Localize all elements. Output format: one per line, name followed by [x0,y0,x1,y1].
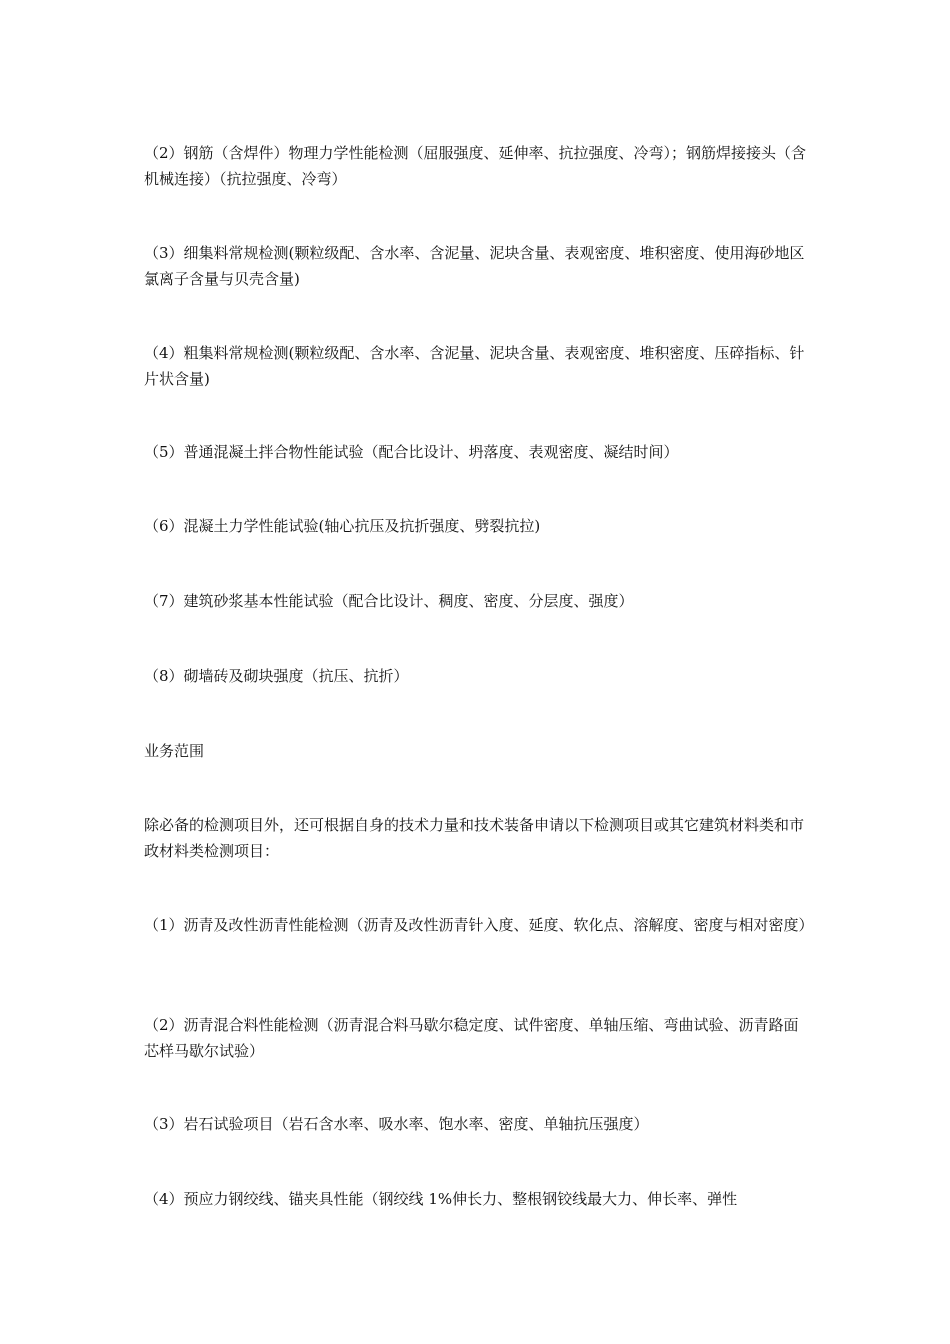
list-item-rock-test: （3）岩石试验项目（岩石含水率、吸水率、饱水率、密度、单轴抗压强度） [144,1115,649,1133]
section-heading: 业务范围 [144,742,205,760]
list-item-asphalt-mixture-test: （2）沥青混合料性能检测（沥青混合料马歇尔稳定度、试件密度、单轴压缩、弯曲试验、沥青路面芯样马歇尔试验） [144,1016,799,1060]
list-item-asphalt-test: （1）沥青及改性沥青性能检测（沥青及改性沥青针入度、延度、软化点、溶解度、密度与相对密度） [144,916,814,934]
paragraph-fine-aggregate-test: （3）细集料常规检测(颗粒级配、含水率、含泥量、泥块含量、表观密度、堆积密度、使用海砂地区氯离子含量与贝壳含量) [144,244,805,288]
paragraph-intro: 除必备的检测项目外，还可根据自身的技术力量和技术装备申请以下检测项目或其它建筑材料类和市政材料类检测项目： [144,816,805,860]
paragraph-mortar-test: （7）建筑砂浆基本性能试验（配合比设计、稠度、密度、分层度、强度） [144,592,634,610]
paragraph-concrete-strength-test: （6）混凝土力学性能试验(轴心抗压及抗折强度、劈裂抗拉) [144,517,541,535]
paragraph-rebar-test: （2）钢筋（含焊件）物理力学性能检测（屈服强度、延伸率、抗拉强度、冷弯）；钢筋焊接接头（含机械连接）（抗拉强度、冷弯） [144,144,807,188]
paragraph-brick-test: （8）砌墙砖及砌块强度（抗压、抗折） [144,667,409,685]
paragraph-coarse-aggregate-test: （4）粗集料常规检测(颗粒级配、含水率、含泥量、泥块含量、表观密度、堆积密度、压碎指标、针片状含量) [144,344,805,388]
list-item-prestressed-strand-test: （4）预应力钢绞线、锚夹具性能（钢绞线 1%伸长力、整根钢铰线最大力、伸长率、弹性 [144,1190,738,1208]
paragraph-concrete-mix-test: （5）普通混凝土拌合物性能试验（配合比设计、坍落度、表观密度、凝结时间） [144,443,679,461]
